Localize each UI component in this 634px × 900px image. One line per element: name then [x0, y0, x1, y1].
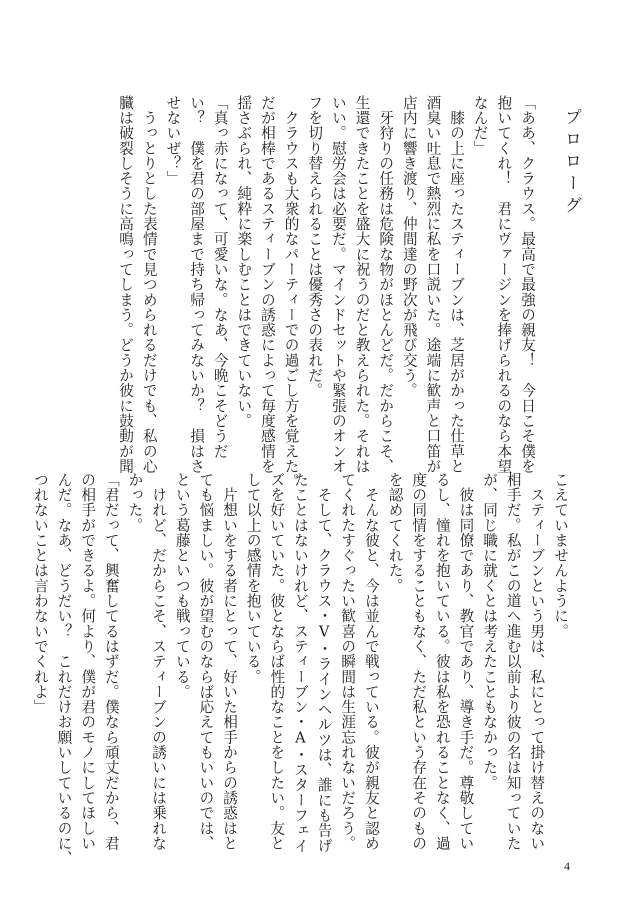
- lower-text-block: こえていませんように。 スティーブンという男は、私にとって掛け替えのない 相手だ。私がこの道へ進む以前より彼の名は知っていた が、同じ職に就くとは考えたこともなかった。 彼は同僚であり、教官であり、導き手だ。尊敬してい るし、憧れを抱いている。彼は私を恐れることなく、過 度の同情をすることもなく、ただ私という存在そのもの を認めてくれた。 そんな彼と、今は並んで戦っている。彼が親友と認め てくれたすぐったい歓喜の瞬間は生涯忘れないだろう。 そして、クラウス・V・ラインヘルツは、誰にも告げ たことはないけれど、スティーブン・A・スターフェイ ズを好いていた。彼とならば性的なことをしたい。友と して以上の感情を抱いている。 片想いをする者にとって、好いた相手からの誘惑はと ても悩ましい。彼が望むのならば応えてもいいのでは、 という葛藤といつも戦っている。 けれど、だからこそ、スティーブンの誘いには乗れな かった。 「君だって、興奮してるはずだ。僕なら頑丈だから、君 の相手ができるよ。何より、僕が君のモノにしてほしい んだ。なあ、どうだい？ これだけお願いしているのに、 つれないことは言わないでくれよ」: [31, 472, 569, 866]
- chapter-title: プロローグ: [561, 108, 581, 218]
- upper-text-block: 「ああ、クラウス。最高で最強の親友！ 今日こそ僕を 抱いてくれ！ 君にヴァージンを捧げられるのなら本望 なんだ」 膝の上に座ったスティーブンは、芝居がかった仕草と 酒臭い吐息で熱烈に私を口説いた。途端に歓声と口笛が 店内に響き渡り、仲間達の野次が飛び交う。 牙狩りの任務は危険な物がほとんどだ。だからこそ、 生還できたことを盛大に祝うのだと教えられた。それは いい。慰労会は必要だ。マインドセットや緊張のオンオ フを切り替えられることは優秀さの表れだ。 クラウスも大衆的なパーティーでの過ごし方を覚えた。 だが相棒であるスティーブンの誘惑によって毎度感情を 揺さぶられ、純粋に楽しむことはできていない。 「真っ赤になって、可愛いな。なあ、今晩こそどうだ い？ 僕を君の部屋まで持ち帰ってみないか？ 損はさ せないぜ？」 うっとりとした表情で見つめられるだけでも、私の心 臓は破裂しそうに高鳴ってしまう。どうか彼に鼓動が聞: [117, 95, 536, 489]
- page-number: 4: [564, 859, 570, 873]
